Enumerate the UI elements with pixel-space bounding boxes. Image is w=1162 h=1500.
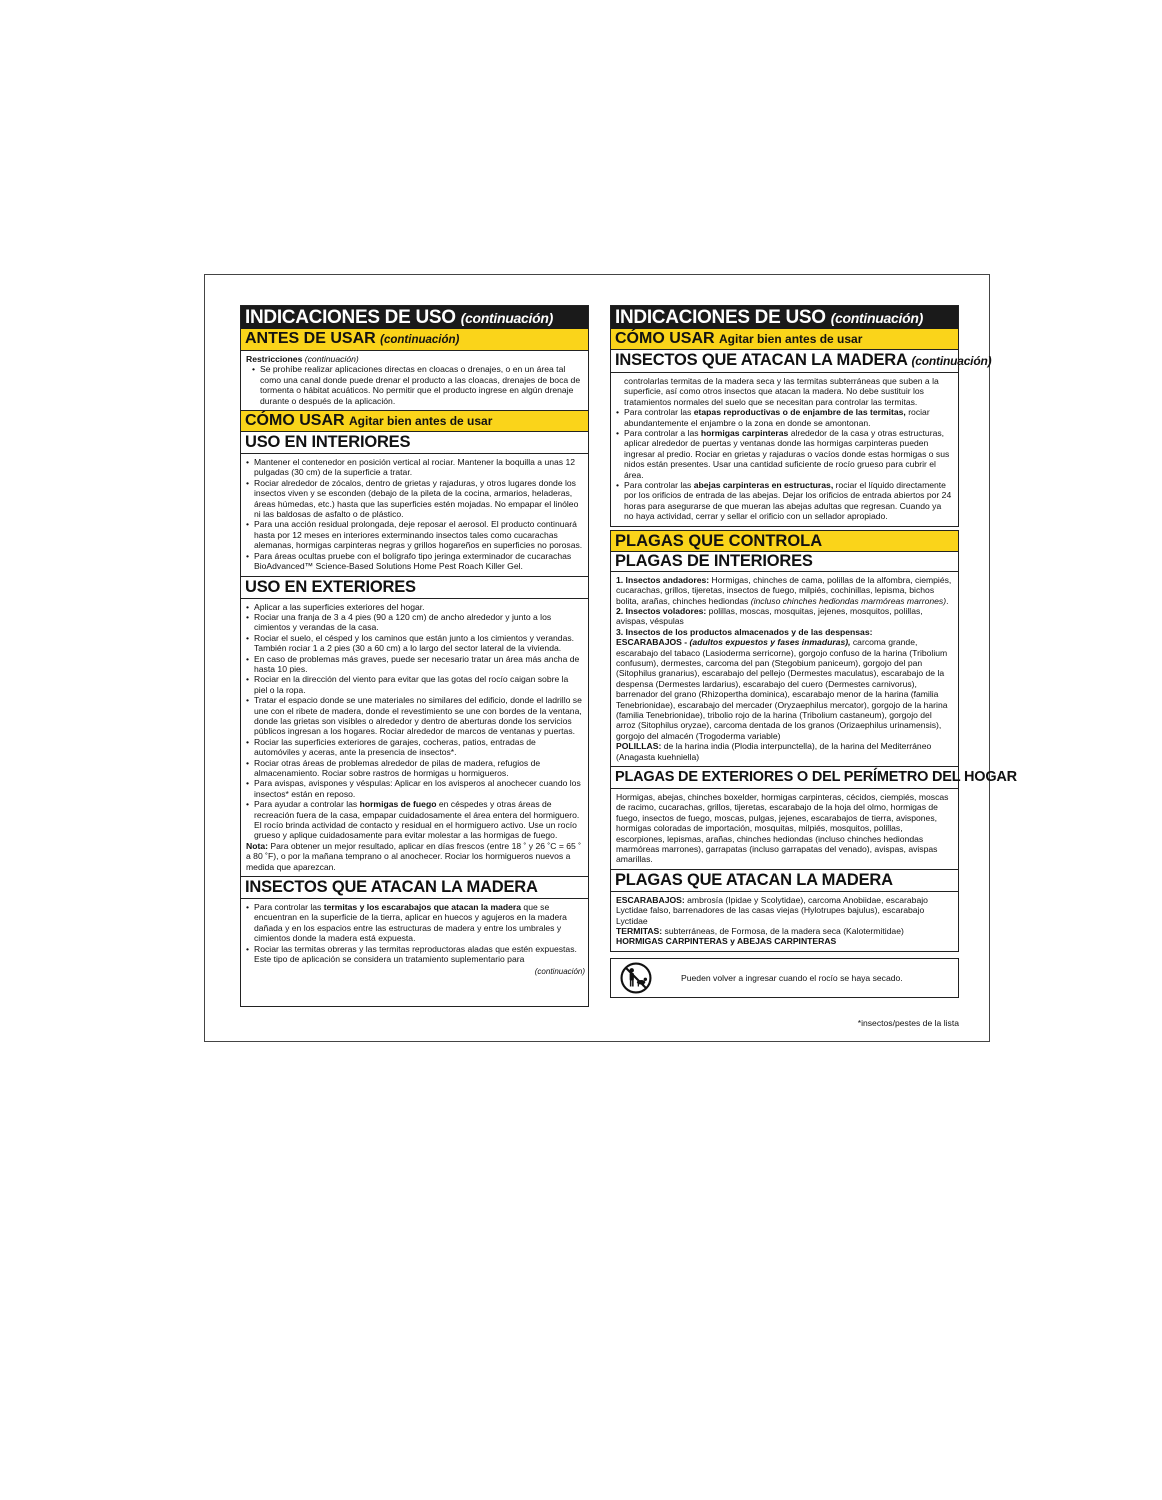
list-item: • Se prohíbe realizar aplicaciones directas en cloacas o drenajes, o en un área tal como una canal donde puede drenar el producto a las cloacas, drenajes de boca de tormenta o hábitat acuáticos. No permitir que el producto ingrese en algún drenaje durante o después de la aplicación. [246,364,583,406]
list-item: • Para controlar las etapas reproductivas o de enjambre de las termitas, rociar abundantemente el enjambre o la zona en donde se amontonan. [616,407,953,428]
antes-de-usar-header: ANTES DE USAR (continuación) [241,329,588,351]
uso-exteriores-header: USO EN EXTERIORES [241,576,588,599]
list-item: • Para ayudar a controlar las hormigas de fuego en céspedes y otras áreas de recreación fuera de la casa, empapar cuidadosamente el área entera del hormiguero. El rocío brinda actividad de contacto y residual en el hormiguero activo. Use un rocío grueso y aplique cuidadosamente para evitar molestar a las hormigas de fuego. [246,799,583,841]
list-item: • Para áreas ocultas pruebe con el bolígrafo tipo jeringa exterminador de cucarachas BioAdvanced™ Science-Based Solutions Home Pest Roach Killer Gel. [246,551,583,572]
right-column [610,305,1017,1028]
plagas-box [610,530,1017,952]
left-column [240,305,589,1007]
list-item: • Tratar el espacio donde se une materiales no similares del edificio, donde el ladrillo se une con el ribete de madera, donde el revestimiento se une con bordes de la ventana, donde las grietas son visibles o alrededor y dentro de aberturas donde los servicios públicos ingresan a los hogares. Rociar alrededor de marcos de ventanas y puertas. [246,695,583,737]
uso-interiores-section [241,454,588,575]
plagas-madera-section: ESCARABAJOS: ambrosía (Ipidae y Scolytidae), carcoma Anobiidae, escarabajo Lyctidae falso, barrenadores de las casas viejas (Hylotrupes bajulus), escarabajo Lyctidae TERMITAS: subterráneas, de Formosa, de la madera seca (Kalotermitidae) HORMIGAS CARPINTERAS y ABEJAS CARPINTERAS [616,894,928,947]
list-item: • Aplicar a las superficies exteriores del hogar. [246,602,583,612]
list-item: • Rociar el suelo, el césped y los caminos que están junto a los cimientos y verandas. También rociar 1 a 2 pies (30 a 60 cm) a lo largo del sector lateral de la vivienda. [246,633,583,654]
right-madera-header: INSECTOS QUE ATACAN LA MADERA (continuación) [611,350,958,373]
right-como-usar-header: CÓMO USAR Agitar bien antes de usar [611,329,958,350]
plagas-que-controla-header: PLAGAS QUE CONTROLA [611,531,958,552]
left-main-title: INDICACIONES DE USO (continuación) [241,306,588,329]
list-item: • Para una acción residual prolongada, deje reposar el aerosol. El producto continuará hasta por 12 meses en interiores exterminando insectos tales como cucarachas alemanas, hormigas carpinteras negras y grillos hogareños en superficies no porosas. [246,519,583,550]
madera-section [241,899,588,968]
continuation-note: (continuación) [534,966,585,976]
plagas-exteriores-header: PLAGAS DE EXTERIORES O DEL PERÍMETRO DEL HOGAR [611,766,958,789]
reentry-text: Pueden volver a ingresar cuando el rocío se haya secado. [681,972,903,983]
plagas-interiores-header: PLAGAS DE INTERIORES [611,552,958,572]
footnote: *insectos/pestes de la lista [857,1017,959,1028]
plagas-madera-header: PLAGAS QUE ATACAN LA MADERA [611,869,958,892]
right-main-title: INDICACIONES DE USO (continuación) [611,306,958,329]
no-people-pets-icon [619,961,653,995]
right-madera-section: controlarlas termitas de la madera seca y las termitas subterráneas que suben a la superficie, así como otros insectos que atacan la madera. No debe sustituir los tratamientos normales del suelo que se necesitan para controlar las termitas. • Para controlar las etapas reproductivas o de enjambre de las termitas, rociar abundantemente el enjambre o la zona en donde se amontonan. • Para controlar a las hormigas carpinteras alrededor de la casa y otras estructuras, aplicar alrededor de puertas y ventanas donde las hormigas carpinteras pueden ingresar al predio. Rociar en grietas y rajaduras o vacíos donde estas hormigas o sus nidos están presentes. Usar una cantidad suficiente de rocío grueso para cubrir el área. • Para controlar las abejas carpinteras en estructuras, rociar el líquido directamente por los orificios de entrada de las abejas. Dejar los orificios de entrada abiertos por 24 horas para asegurarse de que mueran las abejas adultas que regresan. Cuando ya no haya actividad, cerrar y sellar el orificio con un sellador apropiado. [611,373,958,526]
list-item: • En caso de problemas más graves, puede ser necesario tratar un área más ancha de hasta 10 pies. [246,654,583,675]
madera-header: INSECTOS QUE ATACAN LA MADERA [241,876,588,899]
plagas-interiores-section: 1. Insectos andadores: Hormigas, chinches de cama, polillas de la alfombra, ciempiés, cucarachas, grillos, tijeretas, insectos de fuego, milpiés, cochinillas, lepisma, bichos bolita, arañas, chinches hediondas (incluso chinches hediondas marmóreas marrones). 2. Insectos voladores: polillas, moscas, mosquitas, jejenes, mosquitos, polillas, avispas, véspulas 3. Insectos de los productos almacenados y de las despensas: ESCARABAJOS - (adultos expuestos y fases inmaduras), carcoma grande, escarabajo del tabaco (Lasioderma serricorne), gorgojo confuso de la harina (Tribolium confusum), dermestes, carcoma del pan (Stegobium paniceum), gorgojo del pan (Sitophilus granarius), escarabajo del pellejo (Dermestes maculatus), escarabajo de la despensa (Dermestes lardarius), escarabajo del cuero (Dermestes carnivorus), barrenador del grano (Rhizopertha dominica), escarabajo menor de la harina (familia Tenebrionidae), escarabajo del mercader (Oryzaephilus mercator), gorgojo de la harina (familia Tenebrionidae), tribolio rojo de la harina (Tribolium castaneum), gorgojo del arroz (Sitophilus oryzae), carcoma dentada de los granos (Orizaephilus urinamensis), gorgojo del almacén (Trogoderma variable) POLILLAS: de la harina india (Plodia interpunctella), de la harina del Mediterráneo (Anagasta kuehniella) [616,574,952,762]
list-item: • Mantener el contenedor en posición vertical al rociar. Mantener la boquilla a unas 12 pulgadas (30 cm) de la superficie a tratar. [246,457,583,478]
restricciones-section: Restricciones (continuación) • Se prohíbe realizar aplicaciones directas en cloacas o drenajes, o en un área tal como una canal donde puede drenar el producto a las cloacas, drenajes de boca de tormenta o hábitat acuáticos. No permitir que el producto ingrese en algún drenaje durante o después de la aplicación. [241,351,588,410]
nota: Nota: Para obtener un mejor resultado, aplicar en días frescos (entre 18 ˚ y 26 ˚C = 65 ˚ a 80 ˚F), o por la mañana temprano o al anochecer. Rociar los hormigueros nuevos a medida que aparezcan. [246,840,582,872]
uso-exteriores-section [241,599,588,877]
list-item: • Rociar las superficies exteriores de garajes, cocheras, patios, entradas de automóviles y aceras, ante la presencia de insectos*. [246,737,583,758]
list-item: • Rociar otras áreas de problemas alrededor de pilas de madera, refugios de almacenamiento. Rociar sobre rastros de hormigas u hormigueros. [246,758,583,779]
right-directions-box [610,305,992,527]
list-item: • Rociar una franja de 3 a 4 pies (90 a 120 cm) de ancho alrededor y junto a los cimientos y verandas de la casa. [246,612,583,633]
list-item: • Rociar las termitas obreras y las termitas reproductoras aladas que estén expuestas. Este tipo de aplicación se considera un tratamiento suplementario para [246,944,583,965]
como-usar-header: CÓMO USAR Agitar bien antes de usar [241,410,588,432]
uso-interiores-header: USO EN INTERIORES [241,432,588,454]
list-item: • Para controlar a las hormigas carpinteras alrededor de la casa y otras estructuras, aplicar alrededor de puertas y ventanas donde las hormigas carpinteras pueden ingresar al predio. Rociar en grietas y rajaduras o vacíos donde estas hormigas o sus nidos están presentes. Usar una cantidad suficiente de rocío grueso para cubrir el área. [616,428,953,480]
plagas-exteriores-section: Hormigas, abejas, chinches boxelder, hormigas carpinteras, cécidos, ciempiés, moscas de racimo, cucarachas, grillos, tijeretas, escarabajo de la hoja del olmo, hormigas de fuego, insectos de fuego, moscas, pulgas, jejenes, escarabajos de tierra, avispones, hormigas coloradas de importación, mosquitas, milpiés, mosquitos, polillas, escorpiones, lepismas, arañas, chinches hediondas (incluso chinches hediondas marmóreas marrones), garrapatas (incluso garrapatas del venado), avispas, avispas amarillas. [616,792,949,865]
reentry-box [610,958,959,998]
list-item: • Para controlar las abejas carpinteras en estructuras, rociar el líquido directamente por los orificios de entrada de las abejas. Dejar los orificios de entrada abiertos por 24 horas para asegurarse de que mueran las abejas adultas que regresan. Cuando ya no haya actividad, cerrar y sellar el orificio con un sellador apropiado. [616,480,953,522]
list-item: • Rociar en la dirección del viento para evitar que las gotas del rocío caigan sobre la piel o la ropa. [246,674,583,695]
list-item: • Para controlar las termitas y los escarabajos que atacan la madera que se encuentran en la superficie de la tierra, aplicar en huecos y agujeros en la madera dañada y en los espacios entre las estructuras de madera y entre los umbrales y cimientos donde la madera está expuesta. [246,902,583,944]
list-item: • Rociar alrededor de zócalos, dentro de grietas y rajaduras, y otros lugares donde los insectos viven y se esconden (debajo de la pileta de la cocina, armarios, heladeras, áreas húmedas, etc.) hasta que las superficies estén mojadas. No empapar el linóleo ni las baldosas de asfalto o de plástico. [246,478,583,520]
list-item: • Para avispas, avispones y véspulas: Aplicar en los avisperos al anochecer cuando los insectos* están en reposo. [246,778,583,799]
